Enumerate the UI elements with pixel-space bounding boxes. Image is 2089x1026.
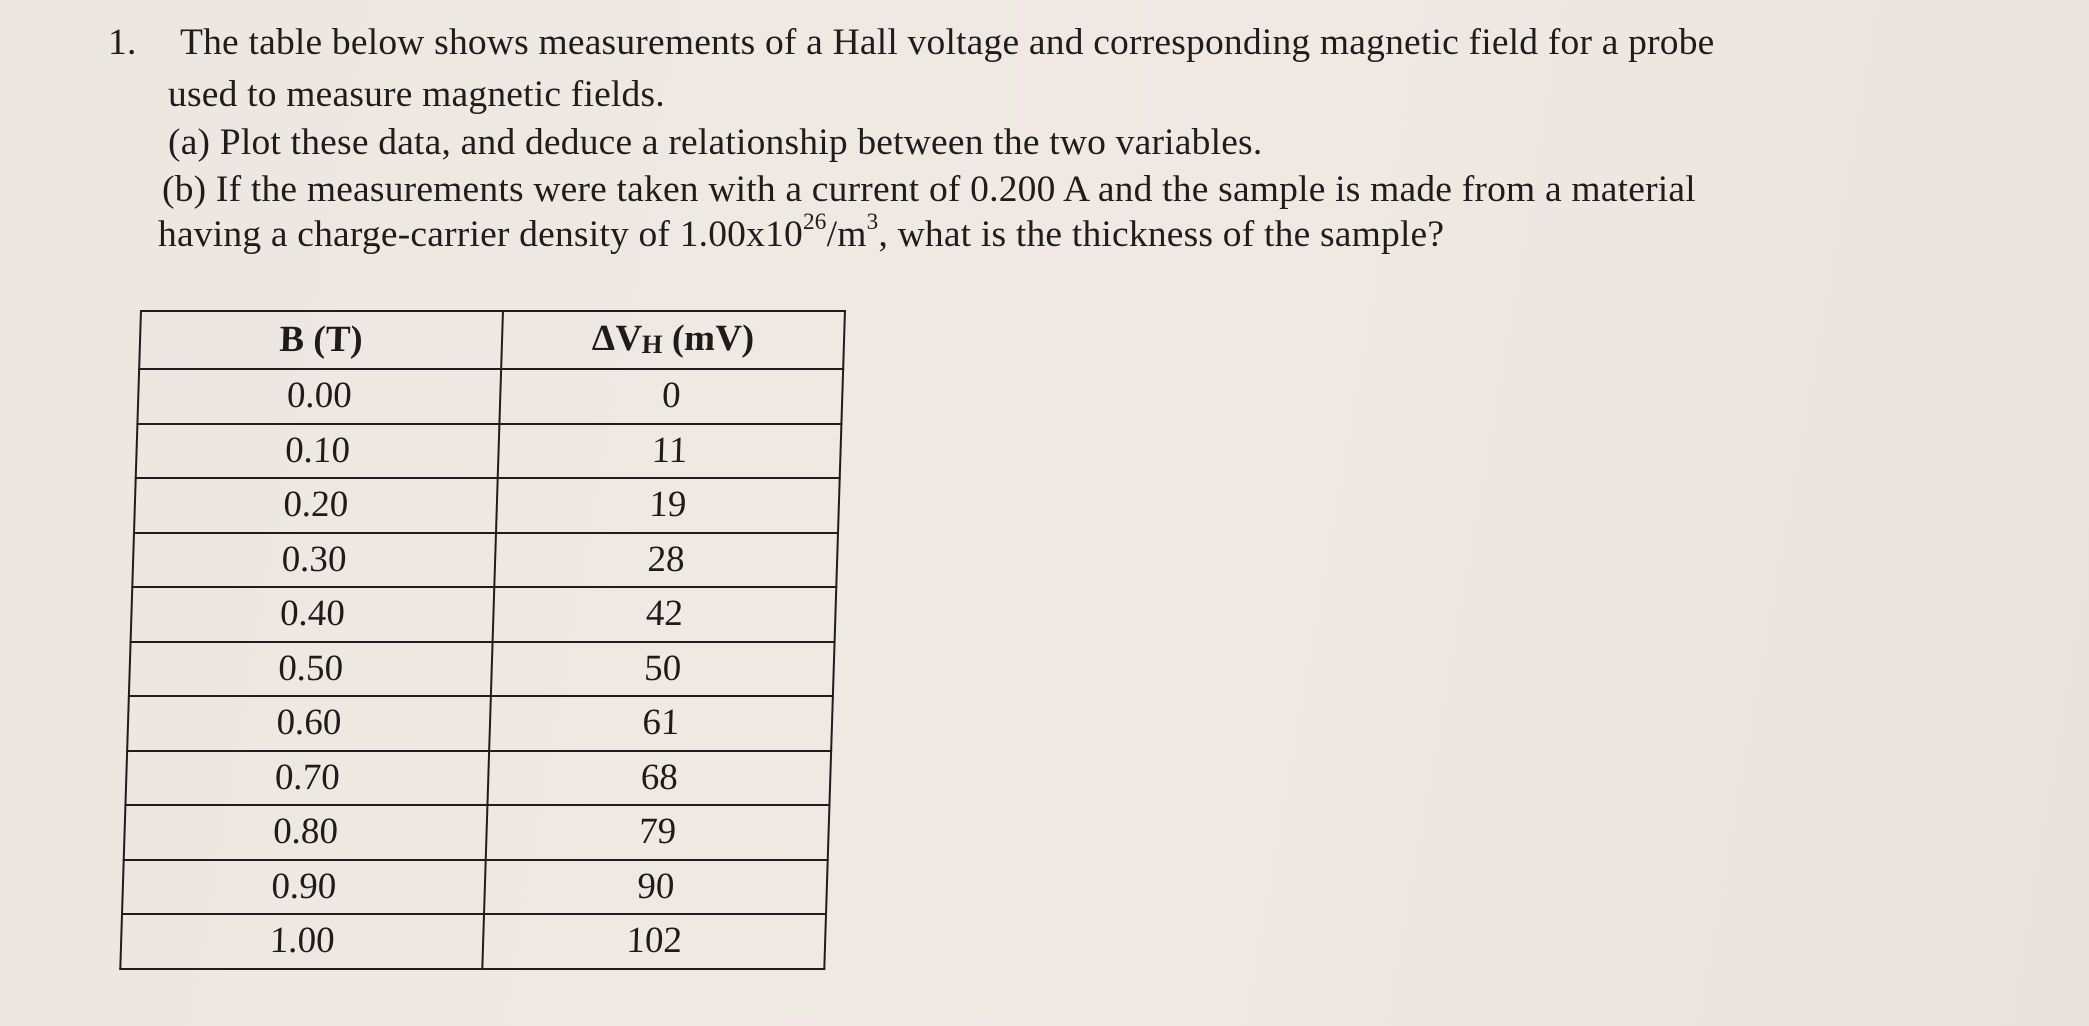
table-row xyxy=(136,424,842,479)
table-row xyxy=(125,751,831,806)
problem-intro-line2: used to measure magnetic fields. xyxy=(168,74,665,115)
cell-b: 0.40 xyxy=(131,587,495,642)
cell-b: 1.00 xyxy=(120,914,484,969)
part-b-text-unit: /m xyxy=(826,214,867,255)
problem-intro-line1: The table below shows measurements of a Hall voltage and corresponding magnetic field for a probe xyxy=(180,22,1715,63)
cell-b: 0.80 xyxy=(124,805,488,860)
cell-b: 0.00 xyxy=(137,369,501,424)
cell-v: 42 xyxy=(493,587,837,642)
cell-v: 28 xyxy=(494,533,838,588)
cell-b: 0.50 xyxy=(129,642,493,697)
cell-b: 0.30 xyxy=(132,533,496,588)
cell-b: 0.60 xyxy=(127,696,491,751)
table-row xyxy=(134,478,840,533)
header-v-prefix: ΔV xyxy=(591,318,643,359)
hall-data-table xyxy=(119,310,846,970)
cell-v: 19 xyxy=(496,478,840,533)
table-row xyxy=(120,914,826,969)
table-row xyxy=(132,533,838,588)
cell-v: 11 xyxy=(498,424,842,479)
cell-v: 79 xyxy=(486,805,830,860)
part-b-exponent-3: 3 xyxy=(866,209,879,236)
table-row xyxy=(131,587,837,642)
part-b-text-pre: having a charge-carrier density of 1.00x10 xyxy=(158,214,803,255)
data-table-container xyxy=(119,310,846,970)
cell-b: 0.10 xyxy=(136,424,500,479)
cell-v: 61 xyxy=(489,696,833,751)
header-v-unit: (mV) xyxy=(662,318,755,359)
part-a-text: (a) Plot these data, and deduce a relationship between the two variables. xyxy=(168,122,1263,163)
table-row xyxy=(122,860,828,915)
header-v-subscript: H xyxy=(641,328,664,359)
part-b-line1: (b) If the measurements were taken with a current of 0.200 A and the sample is made from a material xyxy=(162,169,1696,210)
part-b-line2 xyxy=(158,209,1445,258)
table-row xyxy=(124,805,830,860)
cell-b: 0.20 xyxy=(134,478,498,533)
part-b-text-post: , what is the thickness of the sample? xyxy=(878,214,1445,255)
table-row xyxy=(137,369,843,424)
problem-number: 1. xyxy=(108,22,137,63)
table-row xyxy=(127,696,833,751)
cell-b: 0.70 xyxy=(125,751,489,806)
header-hall-voltage xyxy=(501,311,845,369)
table-row xyxy=(129,642,835,697)
cell-b: 0.90 xyxy=(122,860,486,915)
cell-v: 0 xyxy=(499,369,843,424)
cell-v: 102 xyxy=(482,914,826,969)
cell-v: 90 xyxy=(484,860,828,915)
cell-v: 50 xyxy=(491,642,835,697)
header-b-field: B (T) xyxy=(139,311,503,369)
table-header-row xyxy=(139,311,845,369)
part-b-exponent-26: 26 xyxy=(802,209,827,236)
cell-v: 68 xyxy=(487,751,831,806)
